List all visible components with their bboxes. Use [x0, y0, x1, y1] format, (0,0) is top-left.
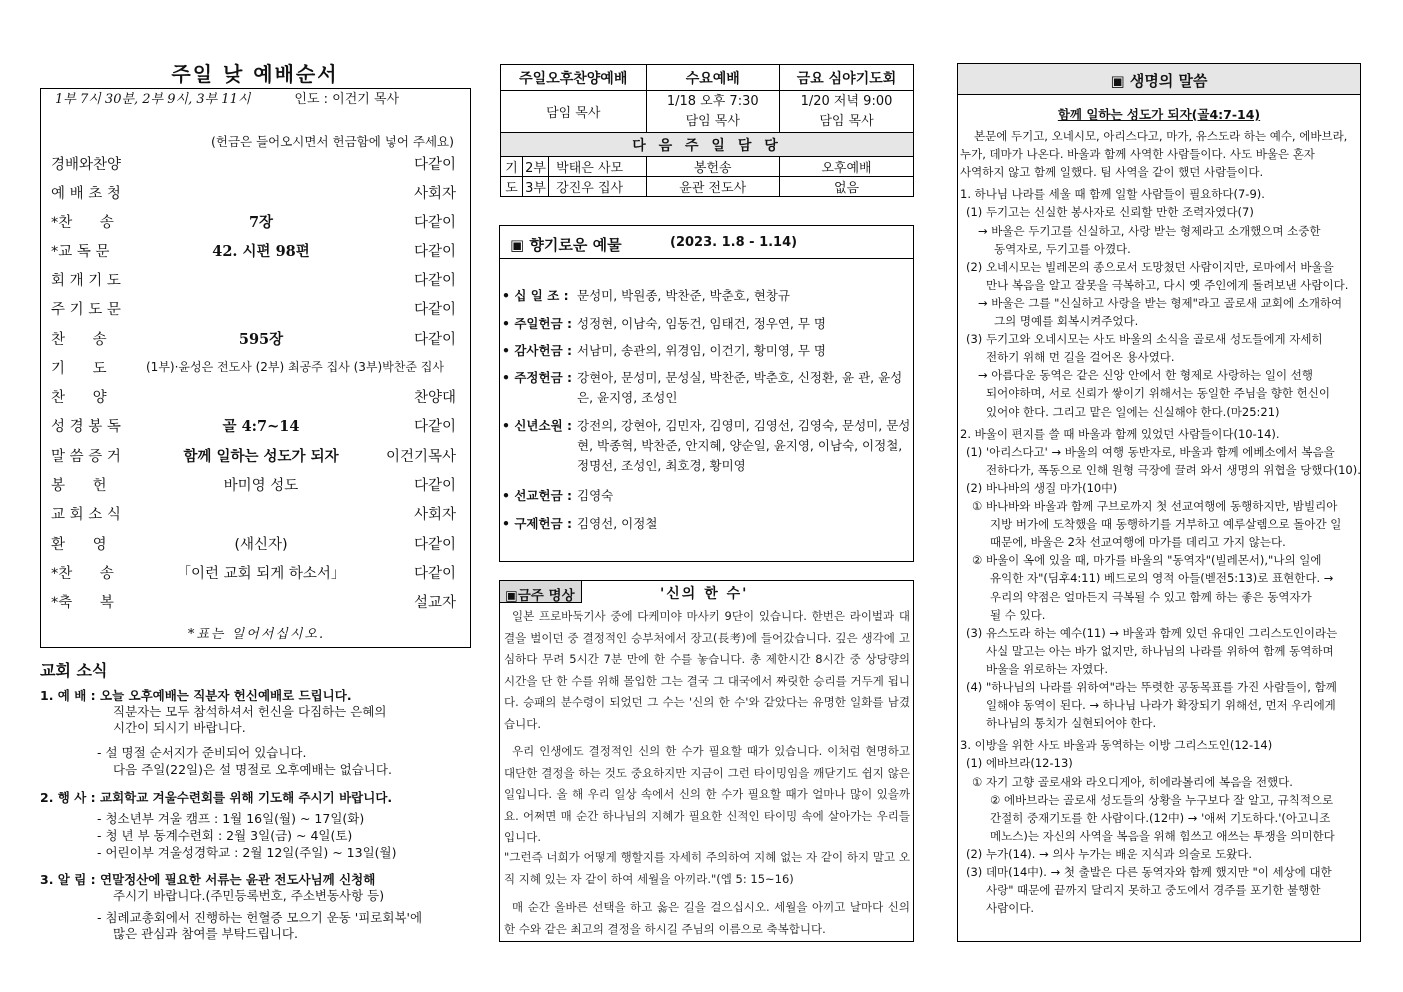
news-line: - 청소년부 겨울 캠프 : 1월 16일(월) ~ 17일(화) [97, 811, 365, 826]
fragrant-period: (2023. 1.8 - 1.14) [670, 235, 798, 250]
stand-note: *표는 일어서십시오. [187, 627, 326, 642]
news-line: 다음 주일(22일)은 설 명절로 오후예배는 없습니다. [113, 762, 392, 777]
sermon-line: 3. 이방을 위한 사도 바울과 동역하는 이방 그리스도인(12-14) [960, 738, 1273, 753]
prayer-label-1: 기 [501, 157, 523, 177]
part2-label: 2부 [523, 157, 549, 176]
meditation-box [499, 580, 914, 942]
order-performer: 이건기목사 [385, 449, 456, 465]
offering-label: 봉헌송 [646, 157, 779, 177]
sunday-pm-leader: 담임 목사 [501, 91, 647, 133]
sermon-line: 만나 복음을 알고 잘못을 극복하고, 다시 옛 주인에게 돌려보낸 사람이다. [986, 277, 1349, 292]
offering-type: • 선교헌금 : [502, 488, 572, 503]
order-row [51, 445, 456, 469]
order-row [51, 562, 456, 586]
wednesday-cell [646, 91, 779, 133]
order-label: 찬 양 [51, 390, 107, 406]
sermon-title: 함께 일하는 성도가 되자 [183, 449, 339, 465]
worship-order-box [40, 88, 471, 648]
sermon-line: 때문에, 바울은 2차 선교여행에 마가를 데리고 가지 않는다. [990, 535, 1286, 550]
sermon-line: 있어야 한다. 그리고 맡은 일에는 신실해야 한다.(마25:21) [986, 404, 1280, 419]
news-line: 1. 예 배 : 오늘 오후예배는 직분자 헌신예배로 드립니다. [40, 688, 352, 703]
order-content: 「이런 교회 되게 하소서」 [176, 566, 346, 582]
order-label: 경배와찬양 [51, 157, 122, 173]
order-label: 환 영 [51, 537, 107, 553]
part2-cell [523, 157, 647, 177]
order-label: *찬 송 [51, 566, 114, 582]
order-content: 595장 [238, 331, 284, 348]
offering-type: • 구제헌금 : [502, 516, 572, 531]
part3-name: 강진우 집사 [556, 181, 624, 196]
pm-label: 오후예배 [780, 157, 914, 177]
sermon-line: 될 수 있다. [990, 607, 1046, 622]
next-week-header: 다 음 주 일 담 당 [501, 133, 914, 157]
order-content: 바미영 성도 [223, 478, 299, 494]
sermon-line: 사랑" 때문에 끝까지 달리지 못하고 중도에서 경주를 포기한 불행한 [986, 883, 1321, 898]
order-label: 성 경 봉 독 [51, 419, 121, 435]
order-performer: 다같이 [413, 244, 456, 260]
order-performer: 사회자 [413, 507, 456, 523]
fragrant-title: ▣ 향기로운 예물 [510, 236, 622, 254]
order-row [51, 298, 456, 322]
offering-names: 강현아, 문성미, 문성실, 박찬준, 박춘호, 신정환, 윤 관, 윤성은, 윤지영, 조성인 [577, 370, 903, 405]
order-label: 예 배 초 청 [51, 186, 121, 202]
order-label: 기 도 [51, 361, 107, 377]
offering-names: 성정현, 이남숙, 임동건, 임태건, 정우연, 무 명 [577, 316, 826, 331]
order-row [51, 240, 456, 264]
offering-names: 문성미, 박원종, 박찬준, 박춘호, 현창규 [577, 288, 790, 303]
order-row [51, 153, 456, 177]
sermon-line: (2) 누가(14). → 의사 누가는 배운 지식과 의술로 도왔다. [966, 846, 1253, 861]
offering-note: (헌금은 들어오시면서 헌금함에 넣어 주세요) [211, 134, 454, 149]
order-label: 말 씀 증 거 [51, 449, 121, 465]
order-label: 봉 헌 [51, 478, 107, 494]
order-content: 42. 시편 98편 [212, 243, 310, 260]
service-leader: 인도 : 이건기 목사 [294, 92, 400, 107]
sermon-line: 되어야하며, 서로 신뢰가 쌓이기 위해서는 동일한 주님을 향한 헌신이 [986, 386, 1330, 401]
sermon-line: 사실 말고는 아는 바가 없지만, 하나님의 나라를 위하여 함께 동역하며 [986, 643, 1334, 658]
order-row [51, 386, 456, 410]
order-label: 교 회 소 식 [51, 507, 121, 523]
order-label: 회 개 기 도 [51, 273, 121, 289]
friday-date: 1/20 저녁 9:00 [800, 93, 893, 109]
church-news-title: 교회 소식 [40, 661, 108, 680]
sermon-line: → 바울은 두기고를 신실하고, 사랑 받는 형제라고 소개했으며 소중한 [978, 223, 1321, 238]
order-content: (새신자) [234, 537, 288, 553]
news-line: - 청 년 부 동계수련회 : 2월 3일(금) ~ 4일(토) [97, 828, 353, 843]
friday-cell [780, 91, 914, 133]
order-row [51, 357, 456, 381]
order-label: 찬 송 [51, 332, 107, 348]
order-row [51, 474, 456, 498]
offering-names: 서남미, 송관의, 위경임, 이건기, 황미영, 무 명 [577, 343, 826, 358]
pm-value: 없음 [780, 177, 914, 197]
sermon-line: (1) '아리스다고' → 바울의 여행 동반자로, 바울과 함께 에베소에서 복음을 [966, 444, 1335, 459]
offering-names: 강전의, 강현아, 김민자, 김영미, 김영선, 김영숙, 문성미, 문성현, 박종혁, 박찬준, 안지혜, 양순일, 윤지영, 이남숙, 이정철, 정명선, 조성인, 최호경, 황미영 [577, 418, 911, 473]
sermon-line: 간절히 중재기도를 한 사람이다.(12中) → '애써 기도하다.'(아고니조 [990, 810, 1331, 825]
part2-name: 박태은 사모 [556, 161, 624, 176]
meditation-title: '신의 한 수' [660, 586, 749, 602]
order-label: *축 복 [51, 595, 114, 611]
header-sunday-pm: 주일오후찬양예배 [501, 65, 647, 91]
news-line: 3. 알 림 : 연말정산에 필요한 서류는 윤관 전도사님께 신청해 [40, 872, 376, 887]
order-performer: 다같이 [413, 332, 456, 348]
header-wednesday: 수요예배 [646, 65, 779, 91]
news-line: 많은 관심과 참여를 부탁드립니다. [113, 926, 298, 941]
order-label: *찬 송 [51, 215, 114, 231]
sermon-line: 우리의 약점은 얼마든지 극복될 수 있고 함께 하는 좋은 동역자가 [990, 589, 1312, 604]
sermon-line: 1. 하나님 나라를 세울 때 함께 일할 사람들이 필요하다(7-9). [960, 187, 1265, 202]
order-row [51, 533, 456, 557]
offering-name: 윤관 전도사 [646, 177, 779, 197]
order-performer: 다같이 [413, 157, 456, 173]
meditation-paragraph: 매 순간 올바른 선택을 하고 옳은 길을 걸으십시오. 세월을 아끼고 날마다 신의 한 수와 같은 최고의 결정을 하시길 주님의 이름으로 축복합니다. [504, 900, 910, 936]
sermon-line: (3) 데마(14中). → 첫 출발은 다른 동역자와 함께 했지만 "이 세상에 대한 [966, 865, 1332, 879]
schedule-table [500, 64, 914, 197]
sermon-line: 사역하지 않고 함께 일했다. 팀 사역을 같이 했던 사람들이다. [960, 165, 1264, 180]
order-row [51, 269, 456, 293]
order-performer: 다같이 [413, 273, 456, 289]
sermon-line: 전하기 위해 먼 길을 걸어온 용사였다. [986, 350, 1175, 365]
sermon-subtitle: 함께 일하는 성도가 되자(골4:7-14) [1057, 107, 1261, 122]
offering-type: • 신년소원 : [502, 418, 572, 433]
order-performer: 사회자 [413, 186, 456, 202]
sermon-line: 메노스)는 자신의 사역을 복음을 위해 힘쓰고 애쓰는 투쟁을 의미한다 [990, 828, 1335, 843]
sermon-line: 바울을 위로하는 자였다. [986, 661, 1109, 676]
meditation-paragraph: 일본 프로바둑기사 중에 다케미야 마사키 9단이 있습니다. 한번은 라이벌과 대결을 벌이던 중 결정적인 승부처에서 장고(長考)에 들어갔습니다. 깊은 생각에 고심하다 무려 5시간 7분 만에 한 수를 놓습니다. 총 제한시간 8시간 중 상당량의 시간을 단 한 수를 위해 몰입한 그는 결국 그 대국에서 짜릿한 승리를 거두게 됩니다. 승패의 분수령이 되었던 그 수는 '신의 한 수'와 같았다는 유명한 일화를 남겼습니다. [504, 609, 910, 731]
sermon-line: ① 바나바와 바울과 함께 구브로까지 첫 선교여행에 동행하지만, 밤빌리아 [972, 499, 1338, 513]
order-performer: 다같이 [413, 478, 456, 494]
sermon-line: (3) 두기고와 오네시모는 사도 바울의 소식을 골로새 성도들에게 자세히 [966, 332, 1323, 347]
news-line: 시간이 되시기 바랍니다. [113, 720, 246, 735]
news-line: 주시기 바랍니다.(주민등록번호, 주소변동사항 등) [113, 888, 385, 903]
order-row [51, 591, 456, 615]
sermon-line: 2. 바울이 편지를 쓸 때 바울과 함께 있었던 사람들이다(10-14). [960, 426, 1280, 441]
sermon-line: ② 에바브라는 골로새 성도들의 상황을 누구보다 잘 알고, 규칙적으로 [990, 792, 1334, 807]
sermon-line: → 아름다운 동역은 같은 신앙 안에서 한 형제로 사랑하는 일이 선행 [978, 368, 1314, 383]
order-row [51, 328, 456, 352]
order-performer: 다같이 [413, 537, 456, 553]
service-times-text: 1부 7시 30분, 2부 9시, 3부 11시 [55, 92, 251, 107]
wednesday-leader: 담임 목사 [685, 113, 740, 129]
order-label: *교 독 문 [51, 244, 110, 260]
news-line: 직분자는 모두 참석하셔서 헌신을 다짐하는 은혜의 [113, 704, 387, 719]
sermon-line: 사람이다. [986, 901, 1035, 916]
news-line: 2. 행 사 : 교회학교 겨울수련회를 위해 기도해 주시기 바랍니다. [40, 790, 393, 805]
friday-leader: 담임 목사 [819, 113, 874, 129]
meditation-label: ▣금주 명상 [500, 581, 582, 603]
order-performer: 다같이 [413, 302, 456, 318]
sermon-line: (2) 오네시모는 빌레몬의 종으로서 도망쳤던 사람이지만, 로마에서 바울을 [966, 259, 1334, 274]
prayer-leaders: (1부)·윤성은 전도사 (2부) 최공주 집사 (3부)박찬준 집사 [146, 360, 444, 374]
order-row [51, 211, 456, 235]
worship-order-title: 주일 낮 예배순서 [171, 62, 339, 86]
word-of-life-title: ▣ 생명의 말씀 [958, 64, 1360, 95]
sermon-line: ① 자기 고향 골로새와 라오디게아, 히에라볼리에 복음을 전했다. [972, 774, 1293, 789]
order-content: 골 4:7~14 [222, 418, 300, 435]
news-line: - 설 명절 순서지가 준비되어 있습니다. [97, 745, 307, 760]
sermon-line: (3) 유스도라 하는 예수(11) → 바울과 함께 있던 유대인 그리스도인이라는 [966, 625, 1338, 640]
sermon-line: 본문에 두기고, 오네시모, 아리스다고, 마가, 유스도라 하는 예수, 에바브라, [974, 129, 1348, 143]
order-performer: 찬양대 [413, 390, 456, 406]
service-times [55, 92, 455, 107]
header-friday: 금요 심야기도회 [780, 65, 914, 91]
order-row [51, 503, 456, 527]
sermon-line: ② 바울이 옥에 있을 때, 마가를 바울의 "동역자"(빌레몬서),"나의 일에 [972, 553, 1322, 568]
news-line: - 침례교총회에서 진행하는 헌혈증 모으기 운동 '피로회복'에 [97, 910, 423, 925]
order-performer: 설교자 [413, 595, 456, 611]
offering-type: • 십 일 조 : [502, 288, 569, 303]
wednesday-date: 1/18 오후 7:30 [666, 93, 759, 109]
meditation-paragraph: 우리 인생에도 결정적인 신의 한 수가 필요할 때가 있습니다. 이처럼 현명하고 대단한 결정을 하는 것도 중요하지만 지금이 그런 타이밍임을 깨닫기도 쉽지 않은 일입니다. 올 해 우리 일상 속에서 신의 한 수가 필요할 때가 얼마나 많이 있을까요. 어쩌면 매 순간 하나님의 지혜가 필요한 신적인 타이밍 속에 살아가는 우리들 입니다. [504, 744, 910, 844]
sermon-line: (4) "하나님의 나라를 위하여"라는 뚜렷한 공동목표를 가진 사람들이, 함께 [966, 680, 1337, 694]
sermon-line: → 바울은 그를 "신실하고 사랑을 받는 형제"라고 골로새 교회에 소개하여 [978, 295, 1343, 310]
sermon-line: 전하다가, 폭동으로 인해 원형 극장에 끌려 와서 생명의 위협을 당했다(10). [986, 462, 1361, 477]
sermon-line: (1) 두기고는 신실한 봉사자로 신뢰할 만한 조력자였다(7) [966, 205, 1254, 220]
offering-type: • 주정헌금 : [502, 370, 572, 385]
order-label: 주 기 도 문 [51, 302, 121, 318]
order-content: 7장 [248, 214, 274, 231]
sermon-line: 그의 명예를 회복시켜주었다. [994, 314, 1139, 328]
sermon-line: 지방 버가에 도착했을 때 동행하기를 거부하고 예루살렘으로 돌아간 일 [990, 517, 1342, 532]
order-performer: 다같이 [413, 566, 456, 582]
word-of-life-box [957, 63, 1361, 942]
offering-type: • 감사헌금 : [502, 343, 572, 358]
order-performer: 다같이 [413, 215, 456, 231]
sermon-line: (1) 에바브라(12-13) [966, 756, 1073, 771]
sermon-line: (2) 바나바의 생질 마가(10中) [966, 480, 1118, 495]
fragrant-header [500, 226, 913, 259]
prayer-label-2: 도 [501, 177, 523, 197]
sermon-line: 유익한 자"(딤후4:11) 베드로의 영적 아들(벧전5:13)로 표현한다. → [990, 571, 1334, 586]
meditation-verse: "그런즉 너희가 어떻게 행할지를 자세히 주의하여 지혜 없는 자 같이 하지 말고 오직 지혜 있는 자 같이 하여 세월을 아끼라."(엡 5: 15~16) [504, 850, 910, 886]
order-row [51, 415, 456, 439]
part3-cell [523, 177, 647, 197]
sermon-line: 하나님의 통치가 실현되어야 한다. [986, 716, 1157, 731]
offering-names: 김영선, 이정철 [577, 516, 658, 531]
news-line: - 어린이부 겨울성경학교 : 2월 12일(주일) ~ 13일(월) [97, 845, 397, 860]
sermon-line: 동역자로, 두기고를 아꼈다. [994, 241, 1131, 256]
part3-label: 3부 [523, 177, 549, 196]
offering-type: • 주일헌금 : [502, 316, 572, 331]
fragrant-offering-box [499, 225, 914, 562]
order-row [51, 182, 456, 206]
order-performer: 다같이 [413, 419, 456, 435]
sermon-line: 누가, 데마가 나온다. 바울과 함께 사역한 사람들이다. 사도 바울은 혼자 [960, 147, 1315, 162]
offering-names: 김영숙 [577, 488, 614, 503]
sermon-line: 일해야 동역이 된다. → 하나님 나라가 확장되기 위해선, 먼저 우리에게 [986, 698, 1336, 713]
